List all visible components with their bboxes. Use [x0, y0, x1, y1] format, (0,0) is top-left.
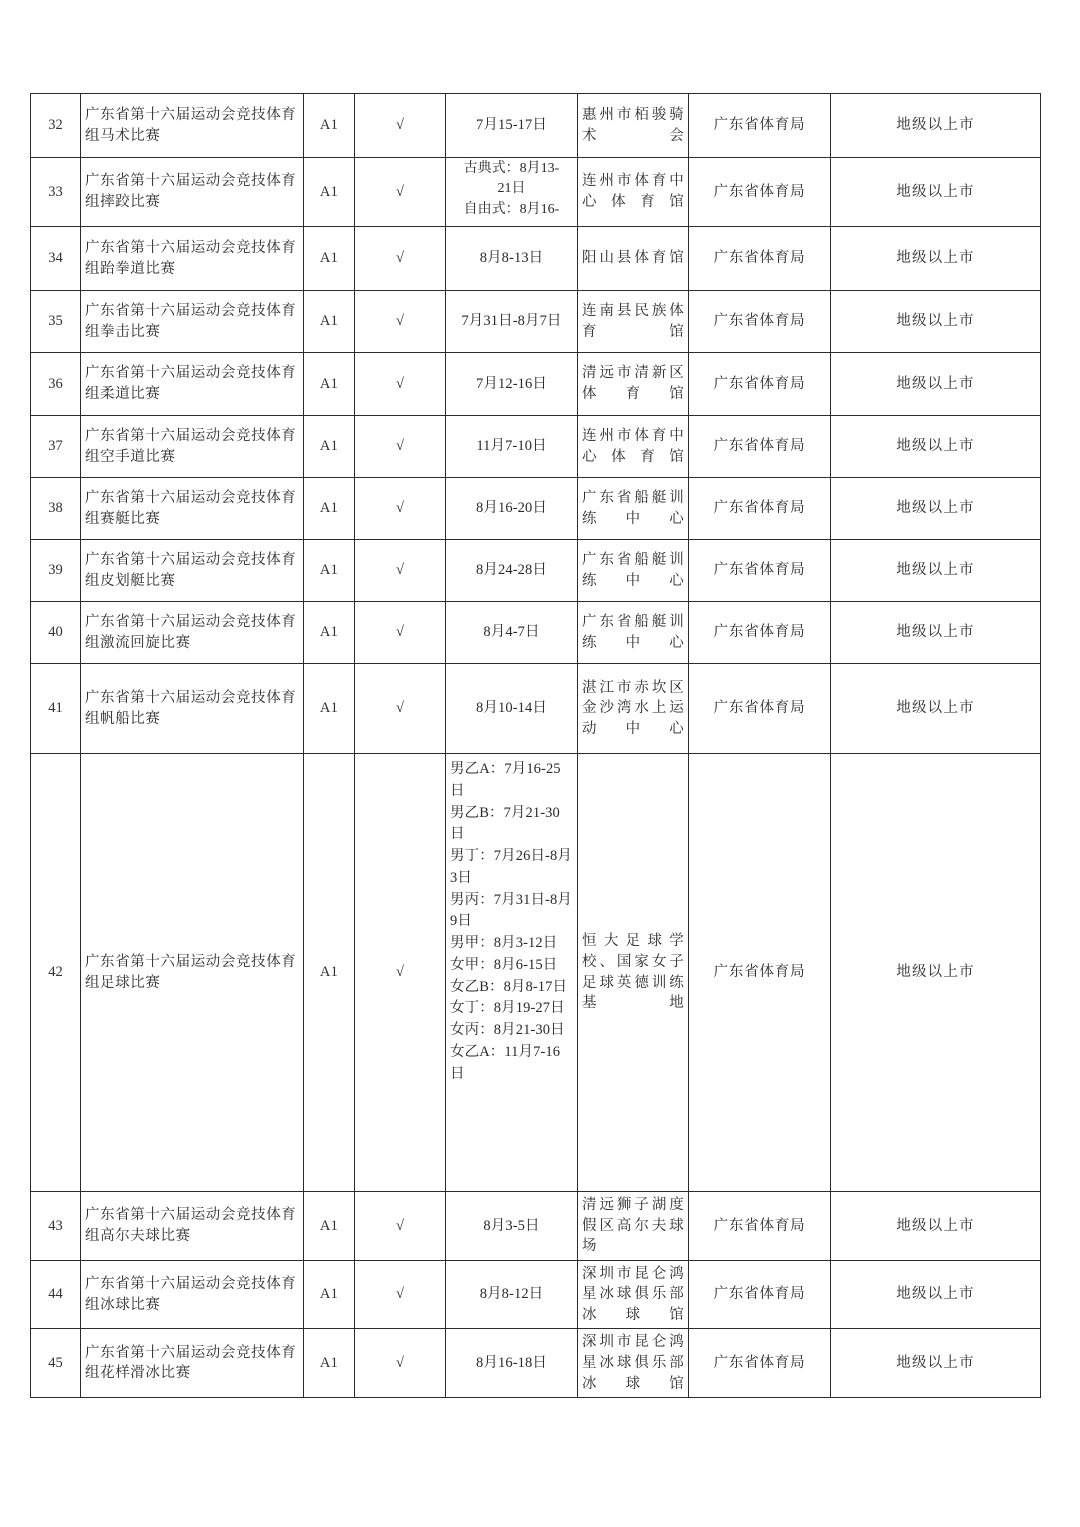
event-organizer: 广东省体育局: [689, 1260, 831, 1329]
participation-scope: 地级以上市: [831, 478, 1041, 540]
event-name: 广东省第十六届运动会竞技体育组赛艇比赛: [81, 478, 304, 540]
approval-checkmark: √: [355, 227, 446, 291]
event-level-code: A1: [304, 158, 355, 227]
event-date: [446, 291, 578, 353]
event-venue: 阳山县体育馆: [578, 227, 689, 291]
date-line: 女乙A：11月7-16日: [450, 1043, 561, 1082]
event-venue: 连南县民族体育馆: [578, 291, 689, 353]
table-row: [31, 227, 1041, 291]
event-date: [446, 602, 578, 664]
approval-checkmark: √: [355, 416, 446, 478]
participation-scope: 地级以上市: [831, 1329, 1041, 1398]
participation-scope: 地级以上市: [831, 227, 1041, 291]
event-venue: 清远市清新区体育馆: [578, 353, 689, 416]
event-level-code: A1: [304, 754, 355, 1192]
participation-scope: 地级以上市: [831, 1192, 1041, 1261]
approval-checkmark: √: [355, 540, 446, 602]
date-line: 女甲：8月6-15日: [450, 956, 558, 973]
participation-scope: 地级以上市: [831, 158, 1041, 227]
participation-scope: 地级以上市: [831, 540, 1041, 602]
event-level-code: A1: [304, 602, 355, 664]
participation-scope: 地级以上市: [831, 94, 1041, 158]
event-venue: 清远狮子湖度假区高尔夫球场: [578, 1192, 689, 1261]
approval-checkmark: √: [355, 291, 446, 353]
row-index: 39: [31, 540, 81, 602]
date-line: 8月10-14日: [476, 700, 547, 717]
date-line: 8月16-18日: [476, 1355, 547, 1372]
event-organizer: 广东省体育局: [689, 1329, 831, 1398]
event-date: [446, 416, 578, 478]
date-line: 8月24-28日: [476, 562, 547, 579]
event-organizer: 广东省体育局: [689, 602, 831, 664]
date-line: 8月4-7日: [483, 624, 540, 641]
event-date: [446, 158, 578, 227]
event-venue: 深圳市昆仑鸿星冰球俱乐部冰球馆: [578, 1329, 689, 1398]
event-name: 广东省第十六届运动会竞技体育组激流回旋比赛: [81, 602, 304, 664]
event-name: 广东省第十六届运动会竞技体育组冰球比赛: [81, 1260, 304, 1329]
date-line: 男丁：7月26日-8月3日: [450, 848, 572, 886]
event-date: [446, 1192, 578, 1261]
event-venue: 连州市体育中心体育馆: [578, 416, 689, 478]
event-level-code: A1: [304, 227, 355, 291]
event-name: 广东省第十六届运动会竞技体育组空手道比赛: [81, 416, 304, 478]
event-level-code: A1: [304, 416, 355, 478]
event-venue: 连州市体育中心体育馆: [578, 158, 689, 227]
event-date: [446, 540, 578, 602]
event-organizer: 广东省体育局: [689, 1192, 831, 1261]
approval-checkmark: √: [355, 353, 446, 416]
approval-checkmark: √: [355, 754, 446, 1192]
event-level-code: A1: [304, 94, 355, 158]
event-venue: 湛江市赤坎区金沙湾水上运动中心: [578, 664, 689, 754]
event-date: [446, 94, 578, 158]
event-date: [446, 227, 578, 291]
event-venue: 广东省船艇训练中心: [578, 602, 689, 664]
participation-scope: 地级以上市: [831, 602, 1041, 664]
date-line: 8月8-13日: [479, 250, 544, 267]
table-row: [31, 158, 1041, 227]
event-date: [446, 1329, 578, 1398]
event-name: 广东省第十六届运动会竞技体育组高尔夫球比赛: [81, 1192, 304, 1261]
date-line: 7月31日-8月7日: [461, 313, 562, 330]
participation-scope: 地级以上市: [831, 353, 1041, 416]
date-line: 男甲：8月3-12日: [450, 935, 558, 951]
row-index: 40: [31, 602, 81, 664]
approval-checkmark: √: [355, 158, 446, 227]
event-name: 广东省第十六届运动会竞技体育组足球比赛: [81, 754, 304, 1192]
row-index: 35: [31, 291, 81, 353]
event-schedule-table: [30, 93, 1041, 1398]
table-row: [31, 540, 1041, 602]
event-date: [446, 1260, 578, 1329]
event-venue: 深圳市昆仑鸿星冰球俱乐部冰球馆: [578, 1260, 689, 1329]
table-row: [31, 1260, 1041, 1329]
date-line: 21日: [497, 181, 526, 197]
table-body: [31, 94, 1041, 1398]
event-organizer: 广东省体育局: [689, 291, 831, 353]
event-organizer: 广东省体育局: [689, 416, 831, 478]
table-row: [31, 94, 1041, 158]
event-date: [446, 478, 578, 540]
event-organizer: 广东省体育局: [689, 227, 831, 291]
date-line: 男乙B：7月21-30日: [450, 804, 560, 843]
event-level-code: A1: [304, 1329, 355, 1398]
event-organizer: 广东省体育局: [689, 664, 831, 754]
participation-scope: 地级以上市: [831, 1260, 1041, 1329]
date-line: 男丙：7月31日-8月9日: [450, 891, 572, 930]
date-line: 8月8-12日: [479, 1286, 544, 1303]
row-index: 41: [31, 664, 81, 754]
date-line: 古典式：8月13-: [463, 161, 560, 176]
table-row: [31, 478, 1041, 540]
event-organizer: 广东省体育局: [689, 478, 831, 540]
participation-scope: 地级以上市: [831, 754, 1041, 1192]
approval-checkmark: √: [355, 1329, 446, 1398]
event-name: 广东省第十六届运动会竞技体育组拳击比赛: [81, 291, 304, 353]
event-venue: 惠州市栢骏骑术会: [578, 94, 689, 158]
date-line: 11月7-10日: [476, 438, 547, 455]
table-row: [31, 754, 1041, 1192]
row-index: 36: [31, 353, 81, 416]
row-index: 44: [31, 1260, 81, 1329]
approval-checkmark: √: [355, 1192, 446, 1261]
date-line: 女丁：8月19-27日: [450, 1000, 565, 1017]
event-venue: 广东省船艇训练中心: [578, 540, 689, 602]
event-date-lines: [446, 159, 577, 220]
event-name: 广东省第十六届运动会竞技体育组跆拳道比赛: [81, 227, 304, 291]
event-date: [446, 353, 578, 416]
event-organizer: 广东省体育局: [689, 353, 831, 416]
event-name: 广东省第十六届运动会竞技体育组柔道比赛: [81, 353, 304, 416]
date-line: 8月16-20日: [476, 500, 547, 517]
table-row: [31, 664, 1041, 754]
event-name: 广东省第十六届运动会竞技体育组花样滑冰比赛: [81, 1329, 304, 1398]
row-index: 32: [31, 94, 81, 158]
row-index: 45: [31, 1329, 81, 1398]
approval-checkmark: √: [355, 478, 446, 540]
event-name: 广东省第十六届运动会竞技体育组皮划艇比赛: [81, 540, 304, 602]
date-line: 自由式：8月16-: [463, 201, 560, 217]
participation-scope: 地级以上市: [831, 416, 1041, 478]
event-organizer: 广东省体育局: [689, 540, 831, 602]
event-level-code: A1: [304, 1192, 355, 1261]
date-line: 7月12-16日: [476, 375, 547, 392]
event-name: 广东省第十六届运动会竞技体育组摔跤比赛: [81, 158, 304, 227]
event-name: 广东省第十六届运动会竞技体育组帆船比赛: [81, 664, 304, 754]
approval-checkmark: √: [355, 664, 446, 754]
row-index: 34: [31, 227, 81, 291]
event-date: [446, 664, 578, 754]
row-index: 33: [31, 158, 81, 227]
event-level-code: A1: [304, 353, 355, 416]
row-index: 43: [31, 1192, 81, 1261]
table-row: [31, 1192, 1041, 1261]
table-row: [31, 416, 1041, 478]
date-line: 男乙A：7月16-25日: [450, 761, 561, 799]
date-line: 7月15-17日: [476, 117, 547, 134]
date-line: 女丙：8月21-30日: [450, 1022, 565, 1038]
event-name: 广东省第十六届运动会竞技体育组马术比赛: [81, 94, 304, 158]
table-row: [31, 602, 1041, 664]
table-row: [31, 291, 1041, 353]
event-level-code: A1: [304, 664, 355, 754]
approval-checkmark: √: [355, 1260, 446, 1329]
approval-checkmark: √: [355, 94, 446, 158]
table-row: [31, 1329, 1041, 1398]
date-line: 女乙B：8月8-17日: [450, 978, 568, 995]
row-index: 42: [31, 754, 81, 1192]
event-level-code: A1: [304, 1260, 355, 1329]
approval-checkmark: √: [355, 602, 446, 664]
event-level-code: A1: [304, 540, 355, 602]
event-organizer: 广东省体育局: [689, 754, 831, 1192]
participation-scope: 地级以上市: [831, 664, 1041, 754]
row-index: 38: [31, 478, 81, 540]
event-organizer: 广东省体育局: [689, 158, 831, 227]
participation-scope: 地级以上市: [831, 291, 1041, 353]
event-level-code: A1: [304, 291, 355, 353]
event-venue: 恒大足球学校、国家女子足球英德训练基地: [578, 754, 689, 1192]
event-organizer: 广东省体育局: [689, 94, 831, 158]
table-row: [31, 353, 1041, 416]
event-level-code: A1: [304, 478, 355, 540]
event-date: [446, 754, 578, 1192]
event-venue: 广东省船艇训练中心: [578, 478, 689, 540]
row-index: 37: [31, 416, 81, 478]
date-line: 8月3-5日: [483, 1217, 540, 1234]
